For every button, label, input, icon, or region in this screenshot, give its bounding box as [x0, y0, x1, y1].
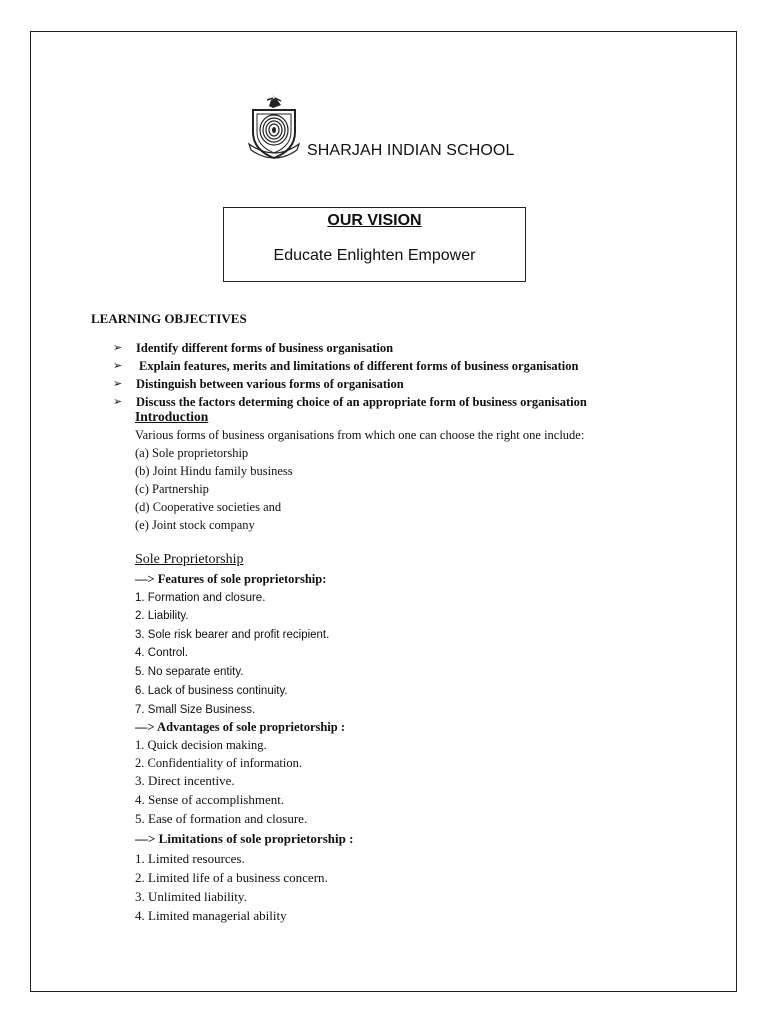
school-name: SHARJAH INDIAN SCHOOL — [307, 142, 515, 159]
list-item: 2. Liability. — [135, 610, 189, 622]
list-item: 5. Ease of formation and closure. — [135, 811, 308, 826]
sole-proprietorship-heading: Sole Proprietorship — [135, 552, 244, 567]
vision-motto: Educate Enlighten Empower — [273, 247, 476, 264]
list-item: 4. Control. — [135, 647, 189, 659]
features-heading: —> Features of sole proprietorship: — [135, 572, 327, 586]
list-item: (b) Joint Hindu family business — [135, 464, 293, 478]
advantages-heading: —> Advantages of sole proprietorship : — [135, 720, 346, 734]
list-item: 3. Unlimited liability. — [135, 889, 247, 904]
arrow-bullet-icon: ➢ — [113, 396, 123, 408]
arrow-bullet-icon: ➢ — [113, 342, 123, 354]
list-item: (c) Partnership — [135, 482, 209, 496]
list-item: 2. Confidentiality of information. — [135, 756, 302, 770]
list-item: 2. Limited life of a business concern. — [135, 870, 328, 885]
list-item: 3. Direct incentive. — [135, 773, 235, 788]
list-item: 4. Sense of accomplishment. — [135, 792, 285, 807]
list-item: 3. Sole risk bearer and profit recipient. — [135, 629, 330, 641]
school-crest-icon — [245, 92, 303, 160]
vision-box — [223, 207, 526, 282]
list-item: 7. Small Size Business. — [135, 704, 256, 716]
list-item: (a) Sole proprietorship — [135, 446, 249, 460]
list-item: 6. Lack of business continuity. — [135, 685, 288, 697]
list-item: 5. No separate entity. — [135, 666, 244, 678]
introduction-lead: Various forms of business organisations from which one can choose the right one include: — [135, 428, 585, 442]
vision-title: OUR VISION — [327, 212, 422, 229]
arrow-bullet-icon: ➢ — [113, 378, 123, 390]
list-item: (d) Cooperative societies and — [135, 500, 282, 514]
list-item: 1. Quick decision making. — [135, 738, 267, 752]
limitations-heading: —> Limitations of sole proprietorship : — [135, 831, 354, 846]
introduction-heading: Introduction — [135, 409, 209, 424]
list-item: 1. Limited resources. — [135, 851, 245, 866]
list-item: 4. Limited managerial ability — [135, 908, 287, 923]
arrow-bullet-icon: ➢ — [113, 360, 123, 372]
learning-objectives-heading: LEARNING OBJECTIVES — [91, 311, 247, 326]
list-item: 1. Formation and closure. — [135, 592, 266, 604]
list-item: (e) Joint stock company — [135, 518, 255, 532]
